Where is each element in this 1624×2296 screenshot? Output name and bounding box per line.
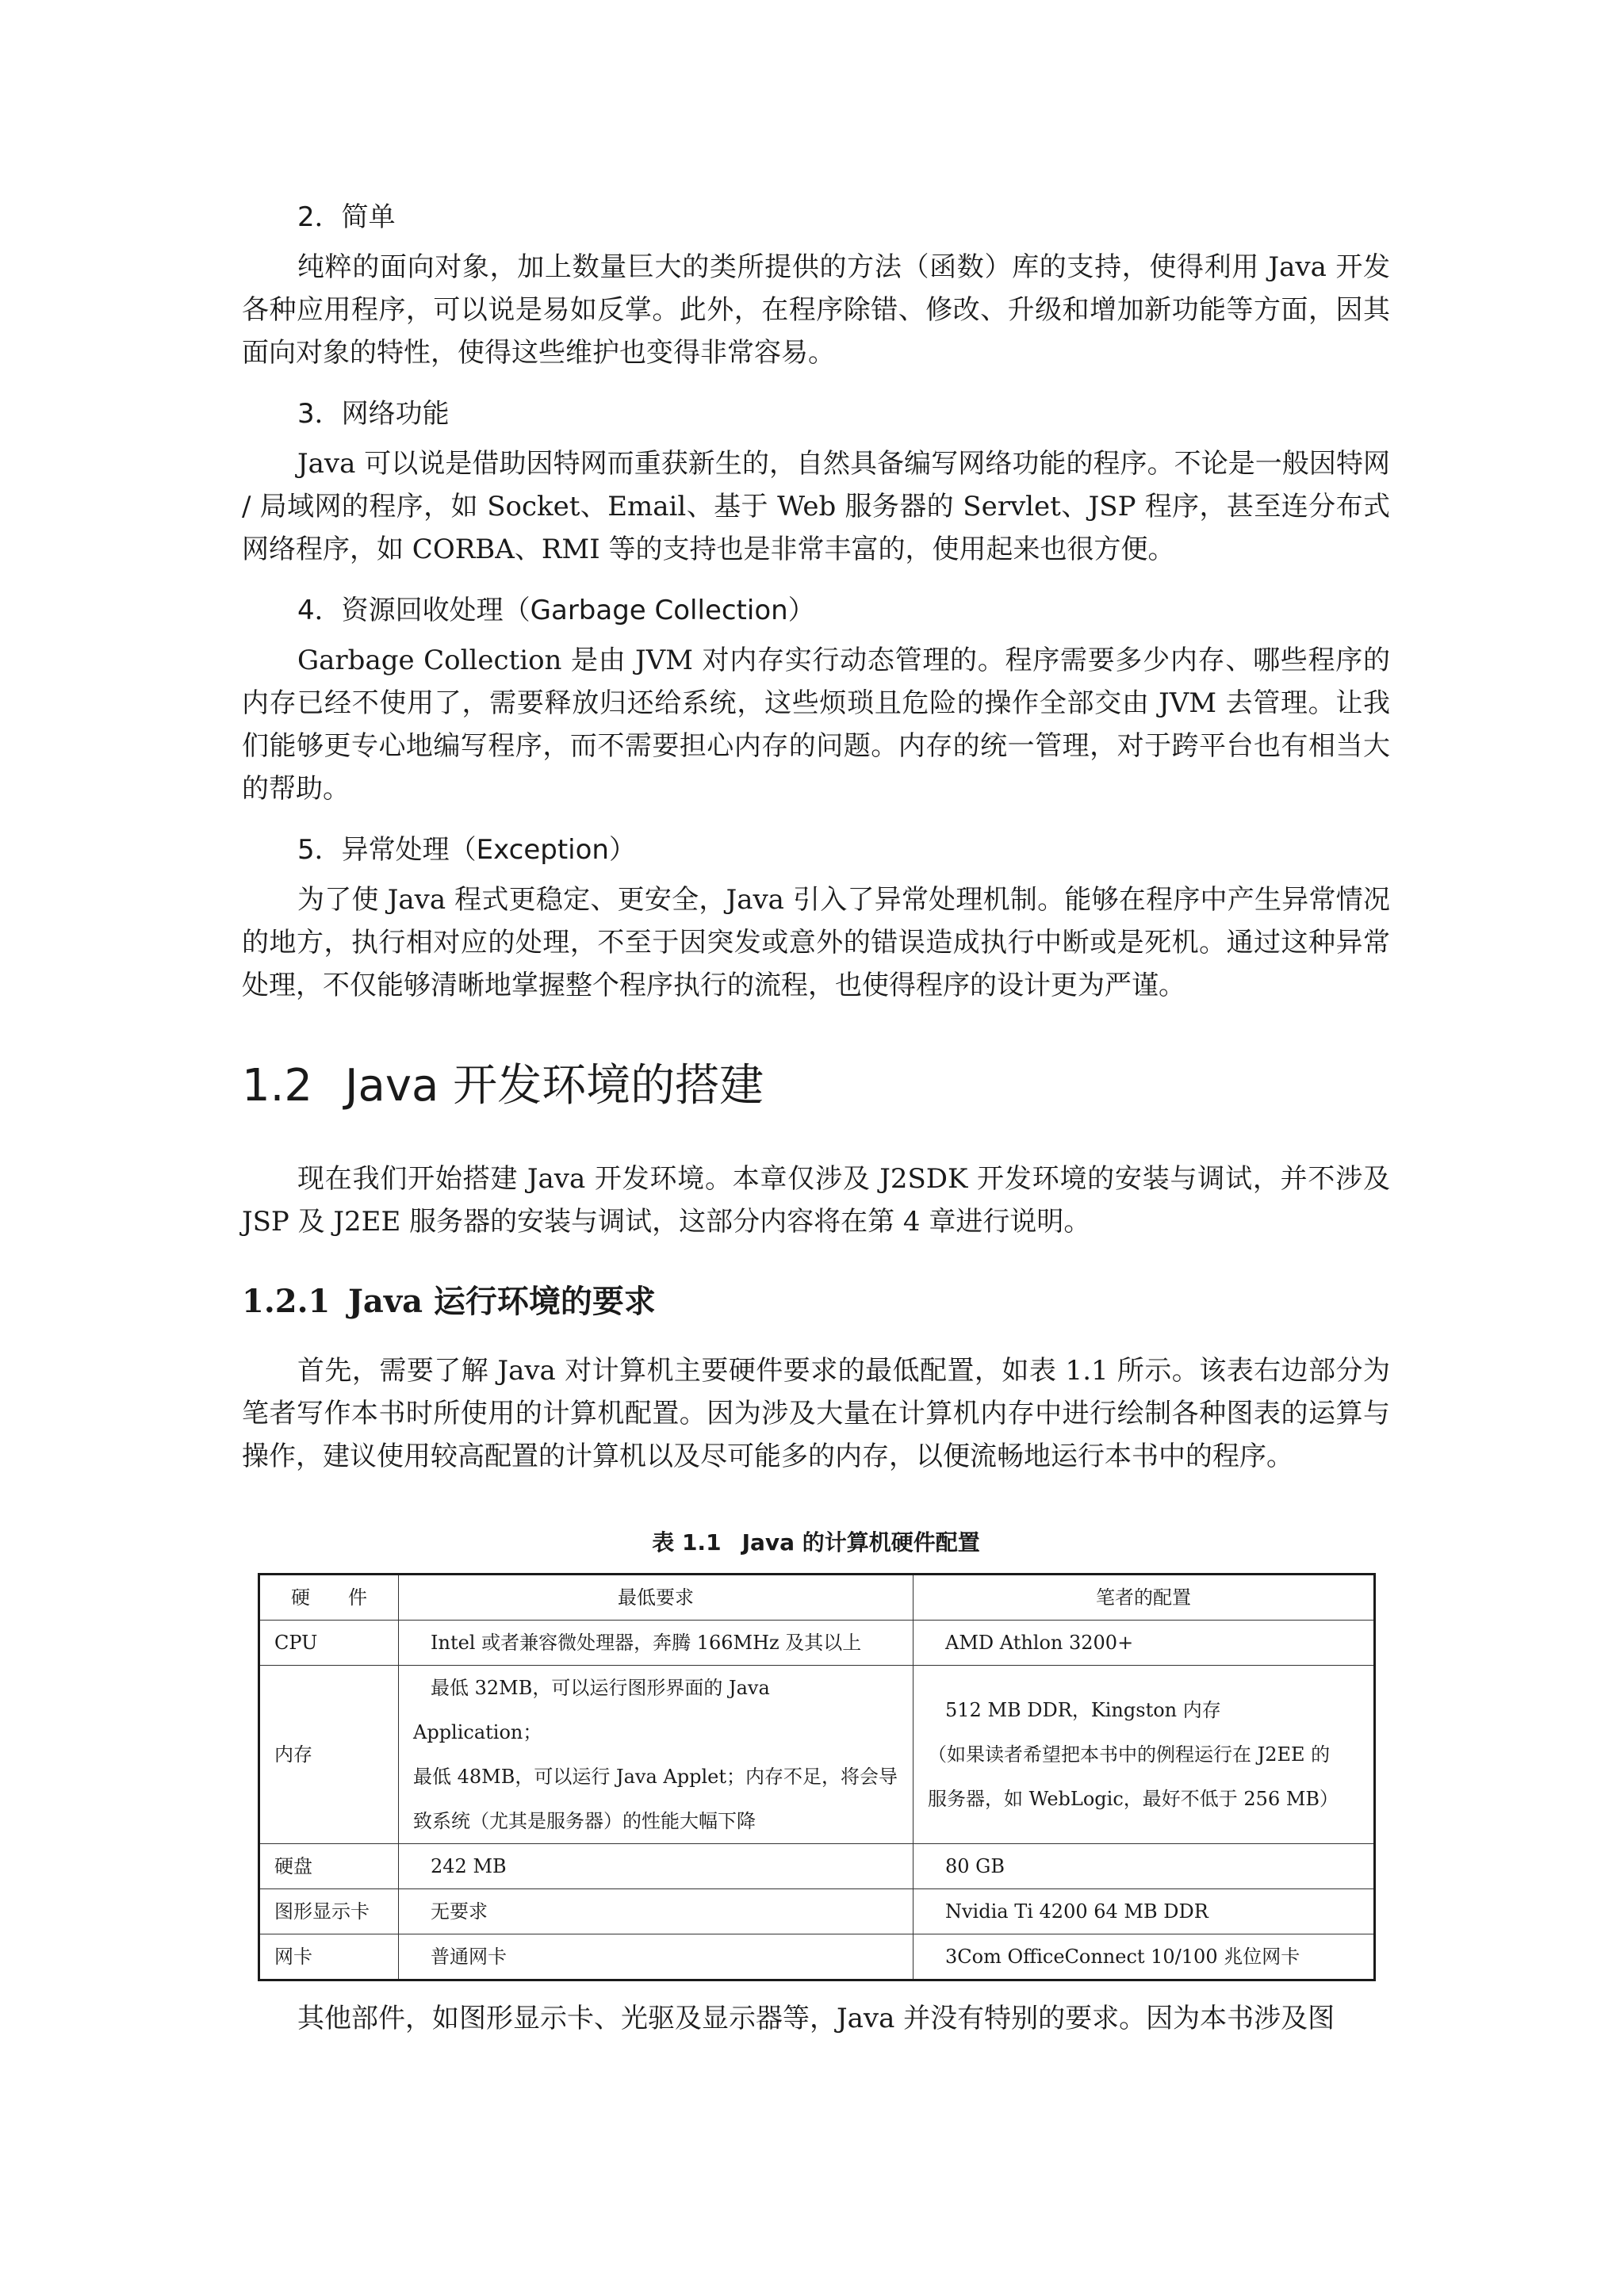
header-minimum: 最低要求: [399, 1575, 914, 1621]
section-heading-gc: 4．资源回收处理（Garbage Collection）: [297, 595, 815, 626]
table-header-row: [259, 1575, 1375, 1621]
table-caption-title: Java 的计算机硬件配置: [741, 1529, 980, 1556]
cell-component: 硬盘: [259, 1844, 399, 1889]
table-row-disk: [259, 1844, 1375, 1889]
section-heading-network: 3．网络功能: [297, 398, 450, 430]
cell-component: 内存: [259, 1666, 399, 1844]
cell-line: 致系统（尤其是服务器）的性能大幅下降: [413, 1810, 756, 1832]
cell-line: 最低 48MB，可以运行 Java Applet；内存不足，将会导: [413, 1766, 898, 1788]
cell-component: 网卡: [259, 1934, 399, 1980]
cell-line: 服务器，如 WebLogic，最好不低于 256 MB）: [928, 1788, 1339, 1810]
cell-component: CPU: [259, 1621, 399, 1666]
paragraph-other-components: 其他部件，如图形显示卡、光驱及显示器等，Java 并没有特别的要求。因为本书涉及图: [297, 2003, 1335, 2034]
paragraph-exception: 为了使 Java 程式更稳定、更安全，Java 引入了异常处理机制。能够在程序中产生异常情况的地方，执行相对应的处理，不至于因突发或意外的错误造成执行中断或是死机。通过这种异常处理，不仅能够清晰地掌握整个程序执行的流程，也使得程序的设计更为严谨。: [242, 884, 1390, 1001]
cell-config: 3Com OfficeConnect 10/100 兆位网卡: [914, 1934, 1375, 1980]
cell-minimum: 无要求: [399, 1889, 914, 1934]
subsection-title: Java 运行环境的要求: [348, 1283, 656, 1320]
document-page: [242, 198, 1390, 2061]
table-row-network-card: [259, 1934, 1375, 1980]
cell-config: Nvidia Ti 4200 64 MB DDR: [914, 1889, 1375, 1934]
cell-minimum: 242 MB: [399, 1844, 914, 1889]
table-row-cpu: [259, 1621, 1375, 1666]
cell-minimum: [399, 1666, 914, 1844]
paragraph-simple: 纯粹的面向对象，加上数量巨大的类所提供的方法（函数）库的支持，使得利用 Java 开发各种应用程序，可以说是易如反掌。此外，在程序除错、修改、升级和增加新功能等方面，因其面向对象的特性，使得这些维护也变得非常容易。: [242, 251, 1390, 369]
chapter-section-heading: [242, 1054, 1390, 1118]
paragraph-network: Java 可以说是借助因特网而重获新生的，自然具备编写网络功能的程序。不论是一般因特网 / 局域网的程序，如 Socket、Email、基于 Web 服务器的 Servlet、JSP 程序，甚至连分布式网络程序，如 CORBA、RMI 等的支持也是非常丰富的，使用起来也很方便。: [242, 448, 1390, 565]
table-row-memory: [259, 1666, 1375, 1844]
section-number: 1.2: [242, 1060, 313, 1112]
cell-component: 图形显示卡: [259, 1889, 399, 1934]
header-author-config: 笔者的配置: [914, 1575, 1375, 1621]
section-heading-exception: 5．异常处理（Exception）: [297, 834, 636, 866]
subsection-heading: [242, 1278, 1390, 1326]
header-hardware: 硬 件: [259, 1575, 399, 1621]
cell-line: （如果读者希望把本书中的例程运行在 J2EE 的: [928, 1743, 1331, 1766]
section-heading-simple: 2．简单: [297, 201, 396, 233]
table-row-graphics: [259, 1889, 1375, 1934]
cell-line: 512 MB DDR，Kingston 内存: [945, 1699, 1221, 1721]
subsection-number: 1.2.1: [242, 1283, 331, 1320]
hardware-table: [258, 1573, 1376, 1981]
cell-config: 80 GB: [914, 1844, 1375, 1889]
section-title: Java 开发环境的搭建: [345, 1060, 764, 1112]
cell-minimum: 普通网卡: [399, 1934, 914, 1980]
paragraph-requirements: 首先，需要了解 Java 对计算机主要硬件要求的最低配置，如表 1.1 所示。该表右边部分为笔者写作本书时所使用的计算机配置。因为涉及大量在计算机内存中进行绘制各种图表的运算与操作，建议使用较高配置的计算机以及尽可能多的内存，以便流畅地运行本书中的程序。: [242, 1355, 1390, 1472]
cell-config: AMD Athlon 3200+: [914, 1621, 1375, 1666]
table-caption-number: 表 1.1: [652, 1529, 722, 1556]
paragraph-setup: 现在我们开始搭建 Java 开发环境。本章仅涉及 J2SDK 开发环境的安装与调试，并不涉及 JSP 及 J2EE 服务器的安装与调试，这部分内容将在第 4 章进行说明。: [242, 1163, 1390, 1238]
paragraph-gc: Garbage Collection 是由 JVM 对内存实行动态管理的。程序需要多少内存、哪些程序的内存已经不使用了，需要释放归还给系统，这些烦琐且危险的操作全部交由 JVM 去管理。让我们能够更专心地编写程序，而不需要担心内存的问题。内存的统一管理，对于跨平台也有相当大的帮助。: [242, 645, 1390, 805]
cell-minimum: Intel 或者兼容微处理器，奔腾 166MHz 及其以上: [399, 1621, 914, 1666]
table-caption: [242, 1527, 1390, 1559]
cell-config: [914, 1666, 1375, 1844]
cell-line: 最低 32MB，可以运行图形界面的 Java Application；: [413, 1677, 770, 1743]
